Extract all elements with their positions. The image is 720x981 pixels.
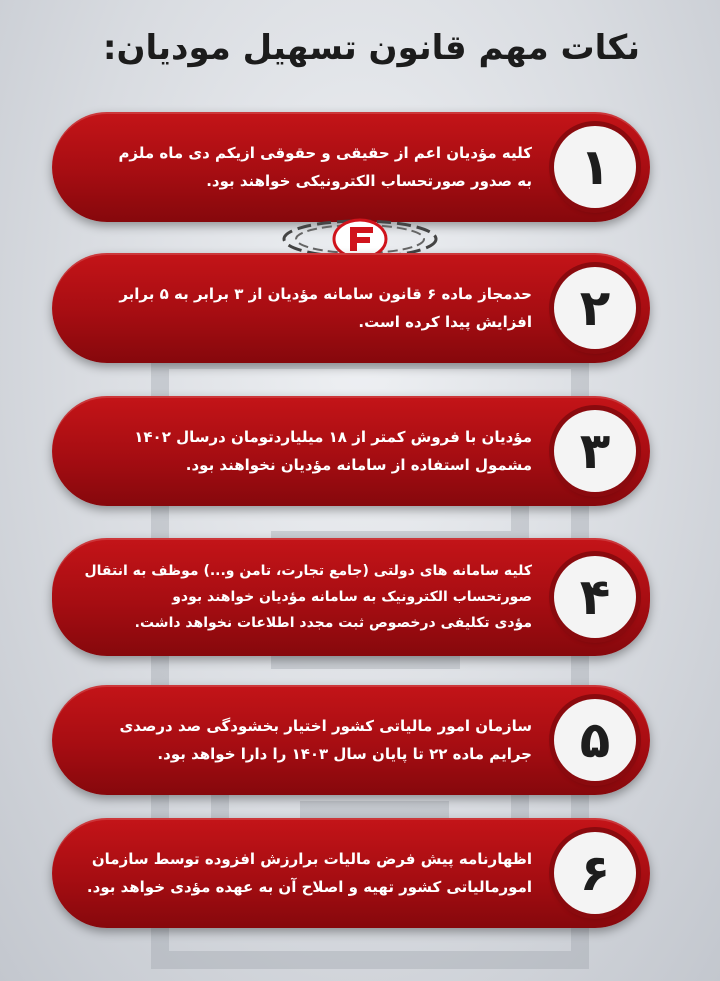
note-card-4 [52, 538, 650, 656]
note-line: مؤدی تکلیفی درخصوص ثبت مجدد اطلاعات نخواهد داشت. [134, 615, 532, 631]
note-text [82, 712, 532, 768]
number-badge: ۴ [554, 556, 636, 638]
note-text [82, 423, 532, 479]
note-card-2 [52, 253, 650, 363]
note-text [82, 280, 532, 336]
note-line: صورتحساب الکترونیک به سامانه مؤدیان خواهند بودو [172, 589, 532, 605]
note-card-6 [52, 818, 650, 928]
note-line: به صدور صورتحساب الکترونیکی خواهند بود. [206, 172, 532, 190]
number-badge: ۶ [554, 832, 636, 914]
number-badge: ۱ [554, 126, 636, 208]
note-line: مؤدیان با فروش کمتر از ۱۸ میلیاردتومان درسال ۱۴۰۲ [134, 428, 532, 446]
note-line: کلیه مؤدیان اعم از حقیقی و حقوقی ازیکم دی ماه ملزم [118, 144, 532, 162]
page-title: نکات مهم قانون تسهیل مودیان: [102, 28, 640, 68]
note-line: مشمول استفاده از سامانه مؤدیان نخواهند بود. [185, 456, 532, 474]
note-line: سازمان امور مالیاتی کشور اختیار بخشودگی صد درصدی [119, 717, 532, 735]
number-badge: ۳ [554, 410, 636, 492]
note-line: امورمالیاتی کشور تهیه و اصلاح آن به عهده مؤدی خواهد بود. [86, 878, 532, 896]
note-card-1 [52, 112, 650, 222]
note-text [82, 139, 532, 195]
note-line: جرایم ماده ۲۲ تا پایان سال ۱۴۰۳ را دارا خواهد بود. [157, 745, 532, 763]
note-card-3 [52, 396, 650, 506]
number-badge: ۲ [554, 267, 636, 349]
note-line: اظهارنامه پیش فرض مالیات برارزش افزوده توسط سازمان [91, 850, 532, 868]
note-text [82, 845, 532, 901]
note-line: کلیه سامانه های دولتی (جامع تجارت، تامن و...) موظف به انتقال [84, 563, 532, 579]
note-card-5 [52, 685, 650, 795]
number-badge: ۵ [554, 699, 636, 781]
note-line: افزایش پیدا کرده است. [358, 313, 532, 331]
note-text [82, 558, 532, 636]
note-line: حدمجاز ماده ۶ قانون سامانه مؤدیان از ۳ برابر به ۵ برابر [119, 285, 532, 303]
